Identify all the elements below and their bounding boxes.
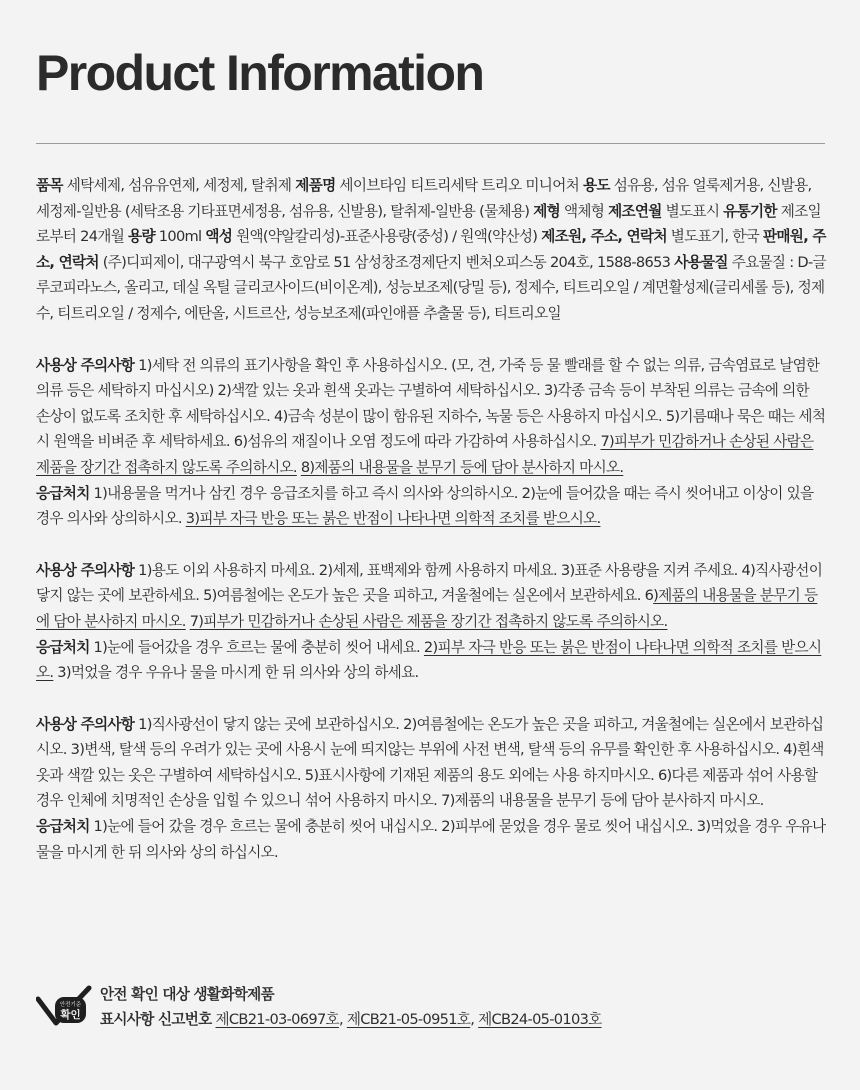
first-aid-label: 응급처치 <box>36 818 90 836</box>
first-aid-underlined-note: 2)피부 자극 반응 또는 붉은 반점이 나타나면 의학적 조치를 받으시오. <box>36 638 822 682</box>
first-aid-underlined-note: 3)피부 자극 반응 또는 붉은 반점이 나타나면 의학적 조치를 받으시오. <box>185 510 601 528</box>
form-value: 액체형 <box>560 202 609 220</box>
badge-top-text: 안전기준 <box>59 1002 82 1008</box>
seller-label: 판매원, 주소, 연락처 <box>36 228 826 271</box>
safety-certification-footer <box>36 982 826 1042</box>
seller-value: (주)디피제이, 대구광역시 북구 호암로 51 삼성창조경제단지 벤처오피스동 204호, 1588-8653 <box>98 253 675 271</box>
spacer <box>36 686 826 712</box>
spacer <box>36 532 826 558</box>
report-number-3: 제CB24-05-0103호 <box>478 1011 602 1028</box>
page-title: Product Information <box>36 45 484 101</box>
product-name-value: 세이브타임 티트리세탁 트리오 미니어처 <box>335 177 583 194</box>
mfg-date-label: 제조연월 <box>608 202 662 220</box>
first-aid-text: 1)내용물을 먹거나 삼킨 경우 응급조치를 하고 즉시 의사와 상의하시오. 2)눈에 들어갔을 때는 즉시 씻어내고 이상이 있을 경우 의사와 상의하시오. <box>36 484 814 528</box>
first-aid-label: 응급처치 <box>36 638 90 656</box>
expiry-label: 유통기한 <box>723 202 777 220</box>
product-info-body <box>36 173 826 865</box>
caution-underlined-note: 8)제품의 내용물을 분무기 등에 담아 분사하지 마시오. <box>300 458 624 476</box>
item-value: 세탁세제, 섬유유연제, 세정제, 탈취제 <box>62 177 296 194</box>
report-label: 표시사항 신고번호 <box>100 1011 212 1028</box>
usage-value: 섬유용, 섬유 얼룩제거용, 신발용, 세정제-일반용 (세탁조용 기타표면세정용, 섬유용, 신발용), 탈취제-일반용 (물체용) <box>36 177 812 220</box>
title-divider <box>36 143 825 144</box>
caution-paragraph-3 <box>36 712 826 814</box>
usage-label: 용도 <box>582 177 610 194</box>
caution-text: 1)직사광선이 닿지 않는 곳에 보관하십시오. 2)여름철에는 온도가 높은 곳을 피하고, 겨울철에는 실온에서 보관하십시오. 3)변색, 탈색 등의 우려가 있는 곳에 사용시 눈에 띄지않는 부위에 사전 변색, 탈색 등의 유무를 확인한 후 사용하십시오. 4)흰색옷과 색깔 있는 옷은 구별하여 세탁하십시오. 5)표시사항에 기재된 제품의 용도 외에는 사용 하지마시오. 6)다른 제품과 섞어 사용할 경우 인체에 치명적인 손상을 입힐 수 있으니 섞어 사용하지 마시오. 7)제품의 내용물을 분무기 등에 담아 분사하지 마시오. <box>36 715 824 810</box>
caution-label: 사용상 주의사항 <box>36 356 135 374</box>
volume-label: 용량 <box>128 228 155 246</box>
caution-text: 1)세탁 전 의류의 표기사항을 확인 후 사용하십시오. (모, 견, 가죽 등 물 빨래를 할 수 없는 의류, 금속염료로 날염한 의류 등은 세탁하지 마십시오) 2)색깔 있는 옷과 흰색 옷과는 구별하여 세탁하십시오. 3)각종 금속 등이 부착된 의류는 금속에 의한 손상이 없도록 조치한 후 세탁하십시오. 4)금속 성분이 많이 함유된 지하수, 녹물 등은 사용하지 마십시오. 5)기름때나 묵은 때는 세척 시 원액을 비벼준 후 세탁하세요. 6)섬유의 재질이나 오염 정도에 따라 가감하여 사용하십시오. <box>36 356 826 451</box>
report-number-2: 제CB21-05-0951호 <box>346 1011 471 1028</box>
product-spec-paragraph <box>36 173 826 327</box>
report-number-line: 표시사항 신고번호 제CB21-03-0697호, 제CB21-05-0951호, 제CB24-05-0103호 <box>100 1011 602 1028</box>
product-name-label: 제품명 <box>295 177 336 194</box>
caution-label: 사용상 주의사항 <box>36 715 135 733</box>
first-aid-text: 3)먹었을 경우 우유나 물을 마시게 한 뒤 의사와 상의 하세요. <box>53 664 419 682</box>
expiry-value: 제조일로부터 24개월 <box>36 202 821 246</box>
caution-label: 사용상 주의사항 <box>36 561 135 579</box>
first-aid-paragraph-2 <box>36 635 826 686</box>
safety-check-badge-icon <box>36 985 92 1029</box>
manufacturer-label: 제조원, 주소, 연락처 <box>541 228 667 246</box>
caution-paragraph-2 <box>36 558 826 635</box>
spacer <box>36 327 826 353</box>
ph-value: 원액(약알칼리성)-표준사용량(중성) / 원액(약산성) <box>232 228 542 246</box>
first-aid-text: 1)눈에 들어 갔을 경우 흐르는 물에 충분히 씻어 내십시오. 2)피부에 묻었을 경우 물로 씻어 내십시오. 3)먹었을 경우 우유나 물을 마시게 한 뒤 의사와 상의 하십시오. <box>36 818 826 861</box>
safety-heading: 안전 확인 대상 생활화학제품 <box>100 986 274 1003</box>
mfg-date-value: 별도표시 <box>661 202 724 220</box>
caution-underlined-note: 7)피부가 민감하거나 손상된 사람은 제품을 장기간 접촉하지 않도록 주의하시오. <box>189 612 668 630</box>
first-aid-label: 응급처치 <box>36 484 90 502</box>
ph-label: 액성 <box>205 228 233 246</box>
caution-underlined-note: 7)피부가 민감하거나 손상된 사람은 제품을 장기간 접촉하지 않도록 주의하시오. <box>36 433 814 476</box>
badge-bottom-text: 확인 <box>60 1009 81 1021</box>
ingredients-label: 사용물질 <box>674 253 728 271</box>
caution-text: 1)용도 이외 사용하지 마세요. 2)세제, 표백제와 함께 사용하지 마세요. 3)표준 사용량을 지켜 주세요. 4)직사광선이 닿지 않는 곳에 보관하세요. 5)여름철에는 온도가 높은 곳을 피하고, 겨울철에는 실온에서 보관하세요. 6 <box>36 561 823 605</box>
first-aid-paragraph-1 <box>36 481 826 532</box>
caution-underlined-note: )제품의 내용물을 분무기 등에 담아 분사하지 마시오. <box>36 587 818 630</box>
caution-paragraph-1 <box>36 353 826 481</box>
first-aid-text: 1)눈에 들어갔을 경우 흐르는 물에 충분히 씻어 내세요. <box>89 638 424 656</box>
volume-value: 100ml <box>154 228 206 246</box>
first-aid-paragraph-3 <box>36 814 826 865</box>
manufacturer-value: 별도표기, 한국 <box>666 228 764 246</box>
report-number-1: 제CB21-03-0697호 <box>215 1011 339 1028</box>
item-label: 품목 <box>36 177 63 194</box>
ingredients-value: 주요물질 : D-글루코피라노스, 올리고, 데실 옥틸 글리코사이드(비이온계), 성능보조제(당밀 등), 정제수, 티트리오일 / 계면활성제(글리세롤 등), 정제수, 티트리오일 / 정제수, 에탄올, 시트르산, 성능보조제(파인애플 추출물 등), 티트리오일 <box>36 253 826 322</box>
footer-text-block <box>100 982 602 1032</box>
form-label: 제형 <box>533 202 561 220</box>
